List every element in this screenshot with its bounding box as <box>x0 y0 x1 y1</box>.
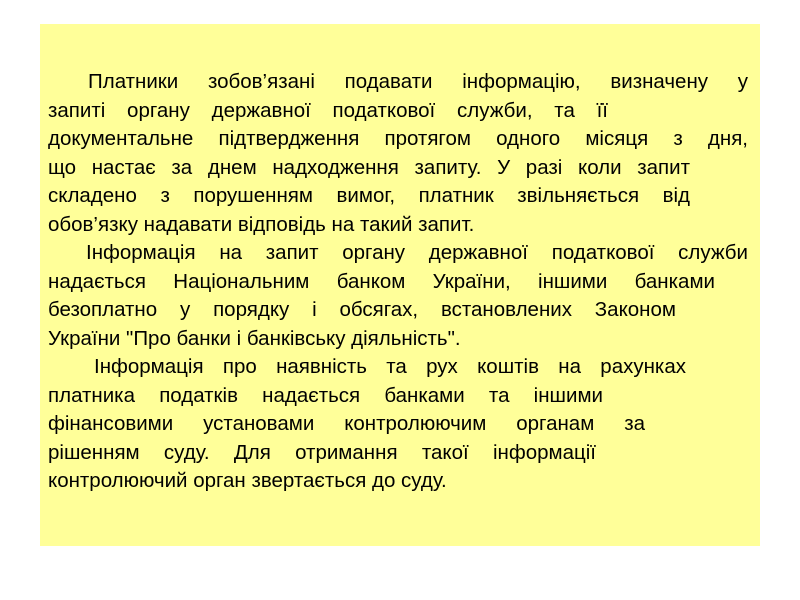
paragraph-3-line-1: Інформація про наявність та рух коштів на рахунках <box>94 355 686 378</box>
paragraph-1-line-1: Платники зобов’язані подавати інформацію, визначену у <box>88 70 748 93</box>
text-block <box>48 68 748 496</box>
paragraph-1-line-2: запиті органу державної податкової служби, та її <box>48 98 608 122</box>
paragraph-1-line-3: документальне підтвердження протягом одного місяця з дня, <box>48 127 748 150</box>
paragraph-2 <box>48 239 748 353</box>
paragraph-1-line-6: обов’язку надавати відповідь на такий запит. <box>48 212 475 236</box>
paragraph-3 <box>48 353 748 496</box>
paragraph-2-line-3: безоплатно у порядку і обсягах, встановлених Законом <box>48 298 676 321</box>
paragraph-3-line-2: платника податків надається банками та іншими <box>48 383 603 407</box>
paragraph-1-line-5: складено з порушенням вимог, платник звільняється від <box>48 184 690 207</box>
slide <box>40 24 760 546</box>
paragraph-3-line-3: фінансовими установами контролюючим органам за <box>48 412 645 435</box>
paragraph-2-line-2: надається Національним банком України, іншими банками <box>48 269 715 293</box>
paragraph-1 <box>48 68 748 239</box>
paragraph-2-line-1: Інформація на запит органу державної податкової служби <box>86 241 748 264</box>
paragraph-2-line-4: України "Про банки і банківську діяльність". <box>48 326 461 350</box>
paragraph-3-line-4: рішенням суду. Для отримання такої інформації <box>48 440 596 464</box>
paragraph-3-line-5: контролюючий орган звертається до суду. <box>48 469 447 492</box>
paragraph-1-line-4: що настає за днем надходження запиту. У разі коли запит <box>48 155 690 179</box>
